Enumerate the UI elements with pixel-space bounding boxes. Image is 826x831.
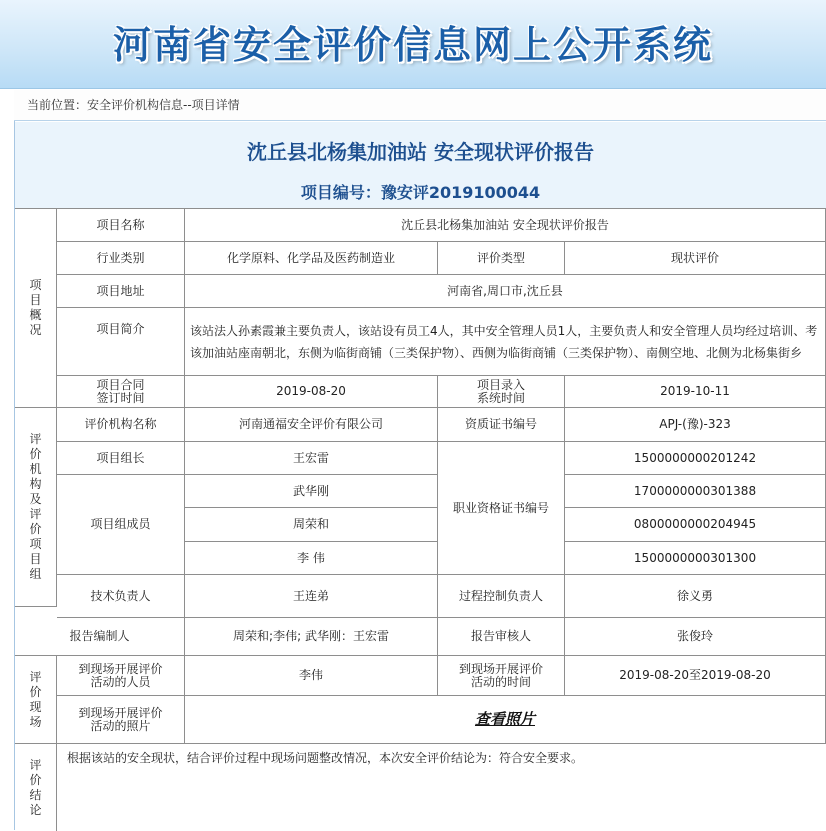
- section-char: 概: [29, 308, 42, 322]
- section-char: 评: [29, 507, 42, 521]
- label-process-lead: 过程控制负责人: [438, 575, 565, 618]
- section-char: 况: [29, 323, 42, 337]
- label-text: 项目合同签订时间: [96, 377, 145, 405]
- value-leader: 王宏雷: [185, 442, 438, 475]
- section-char: 及: [29, 492, 42, 506]
- section-char: 目: [29, 552, 42, 566]
- section-char: 价: [29, 772, 42, 787]
- label-qual-cert: 职业资格证书编号: [438, 442, 565, 575]
- label-eval-type: 评价类型: [438, 242, 565, 275]
- section-char: 价: [29, 522, 42, 536]
- section-overview: [15, 209, 57, 408]
- label-entry-date: [438, 376, 565, 408]
- label-text: 到现场开展评价活动的人员: [78, 661, 163, 689]
- breadcrumb: [14, 90, 826, 121]
- label-leader: 项目组长: [57, 442, 185, 475]
- label-address: 项目地址: [57, 275, 185, 308]
- intro-line: 该站法人孙素霞兼主要负责人，该站设有员工4人，其中安全管理人员1人，主要负责人和安全管理人员均经过培训、考: [190, 324, 818, 338]
- header-banner: [0, 0, 826, 89]
- label-cert-no: 资质证书编号: [438, 408, 565, 442]
- value-tech-lead: 王连弟: [185, 575, 438, 618]
- report-title: 沈丘县北杨集加油站 安全现状评价报告: [247, 140, 594, 164]
- section-char: 构: [29, 477, 42, 491]
- value-intro: [185, 308, 826, 376]
- member-name: 李 伟: [185, 542, 438, 575]
- section-char: 场: [29, 714, 42, 729]
- value-entry-date: 2019-10-11: [565, 376, 826, 408]
- report-header: [15, 122, 826, 208]
- value-leader-cert: 1500000000201242: [565, 442, 826, 475]
- label-text: 到现场开展评价活动的照片: [78, 705, 163, 733]
- section-conclusion: [15, 744, 57, 831]
- label-industry: 行业类别: [57, 242, 185, 275]
- system-title: 河南省安全评价信息网上公开系统: [112, 23, 713, 67]
- section-char: 价: [29, 684, 42, 699]
- section-char: 组: [29, 567, 42, 581]
- member-cert: 1500000000301300: [565, 542, 826, 575]
- value-site-people: 李伟: [185, 656, 438, 696]
- label-reviewer: 报告审核人: [438, 618, 565, 656]
- label-contract-date: [57, 376, 185, 408]
- intro-line: 该加油站座南朝北，东侧为临街商铺（三类保护物）、西侧为临街商铺（三类保护物）、南侧空地、北侧为北杨集街乡: [190, 346, 803, 360]
- project-number: 项目编号：豫安评2019100044: [300, 183, 541, 202]
- section-char: 结: [29, 787, 42, 802]
- label-tech-lead: 技术负责人: [57, 575, 185, 618]
- member-name: 周荣和: [185, 508, 438, 542]
- value-cert-no: APJ-(豫)-323: [565, 408, 826, 442]
- member-cert: 1700000000301388: [565, 475, 826, 508]
- value-project-name: 沈丘县北杨集加油站 安全现状评价报告: [185, 209, 826, 242]
- value-industry: 化学原料、化学品及医药制造业: [185, 242, 438, 275]
- member-name: 武华刚: [185, 475, 438, 508]
- label-author: 报告编制人: [15, 618, 185, 656]
- label-site-people: [57, 656, 185, 696]
- section-char: 机: [29, 462, 42, 476]
- value-address: 河南省,周口市,沈丘县: [185, 275, 826, 308]
- value-eval-type: 现状评价: [565, 242, 826, 275]
- section-char: 评: [29, 432, 42, 446]
- label-members: 项目组成员: [57, 475, 185, 575]
- value-process-lead: 徐义勇: [565, 575, 826, 618]
- label-site-photos: [57, 696, 185, 744]
- label-text: 项目录入系统时间: [476, 377, 525, 405]
- value-author: 周荣和;李伟; 武华刚：王宏雷: [185, 618, 438, 656]
- label-project-name: 项目名称: [57, 209, 185, 242]
- section-char: 现: [29, 699, 42, 714]
- value-agency-name: 河南通福安全评价有限公司: [185, 408, 438, 442]
- section-char: 评: [29, 669, 42, 684]
- label-text: 到现场开展评价活动的时间: [459, 661, 544, 689]
- value-contract-date: 2019-08-20: [185, 376, 438, 408]
- value-site-time: 2019-08-20至2019-08-20: [565, 656, 826, 696]
- label-intro: 项目简介: [57, 308, 185, 376]
- value-conclusion: 根据该站的安全现状，结合评价过程中现场问题整改情况，本次安全评价结论为：符合安全要求。: [67, 751, 584, 765]
- section-agency: [15, 408, 57, 607]
- section-char: 评: [29, 757, 42, 772]
- section-char: 价: [29, 447, 42, 461]
- label-site-time: [438, 656, 565, 696]
- member-cert: 0800000000204945: [565, 508, 826, 542]
- section-char: 项: [29, 537, 42, 551]
- section-char: 项: [29, 278, 42, 292]
- view-photos-link[interactable]: 查看照片: [474, 710, 535, 728]
- breadcrumb-text: 当前位置：安全评价机构信息--项目详情: [27, 98, 240, 112]
- section-site: [15, 656, 57, 744]
- section-char: 目: [29, 293, 42, 307]
- project-detail-table: [15, 208, 826, 831]
- value-reviewer: 张俊玲: [565, 618, 826, 656]
- site-photos-cell: [185, 696, 826, 744]
- section-char: 论: [29, 802, 42, 817]
- label-agency-name: 评价机构名称: [57, 408, 185, 442]
